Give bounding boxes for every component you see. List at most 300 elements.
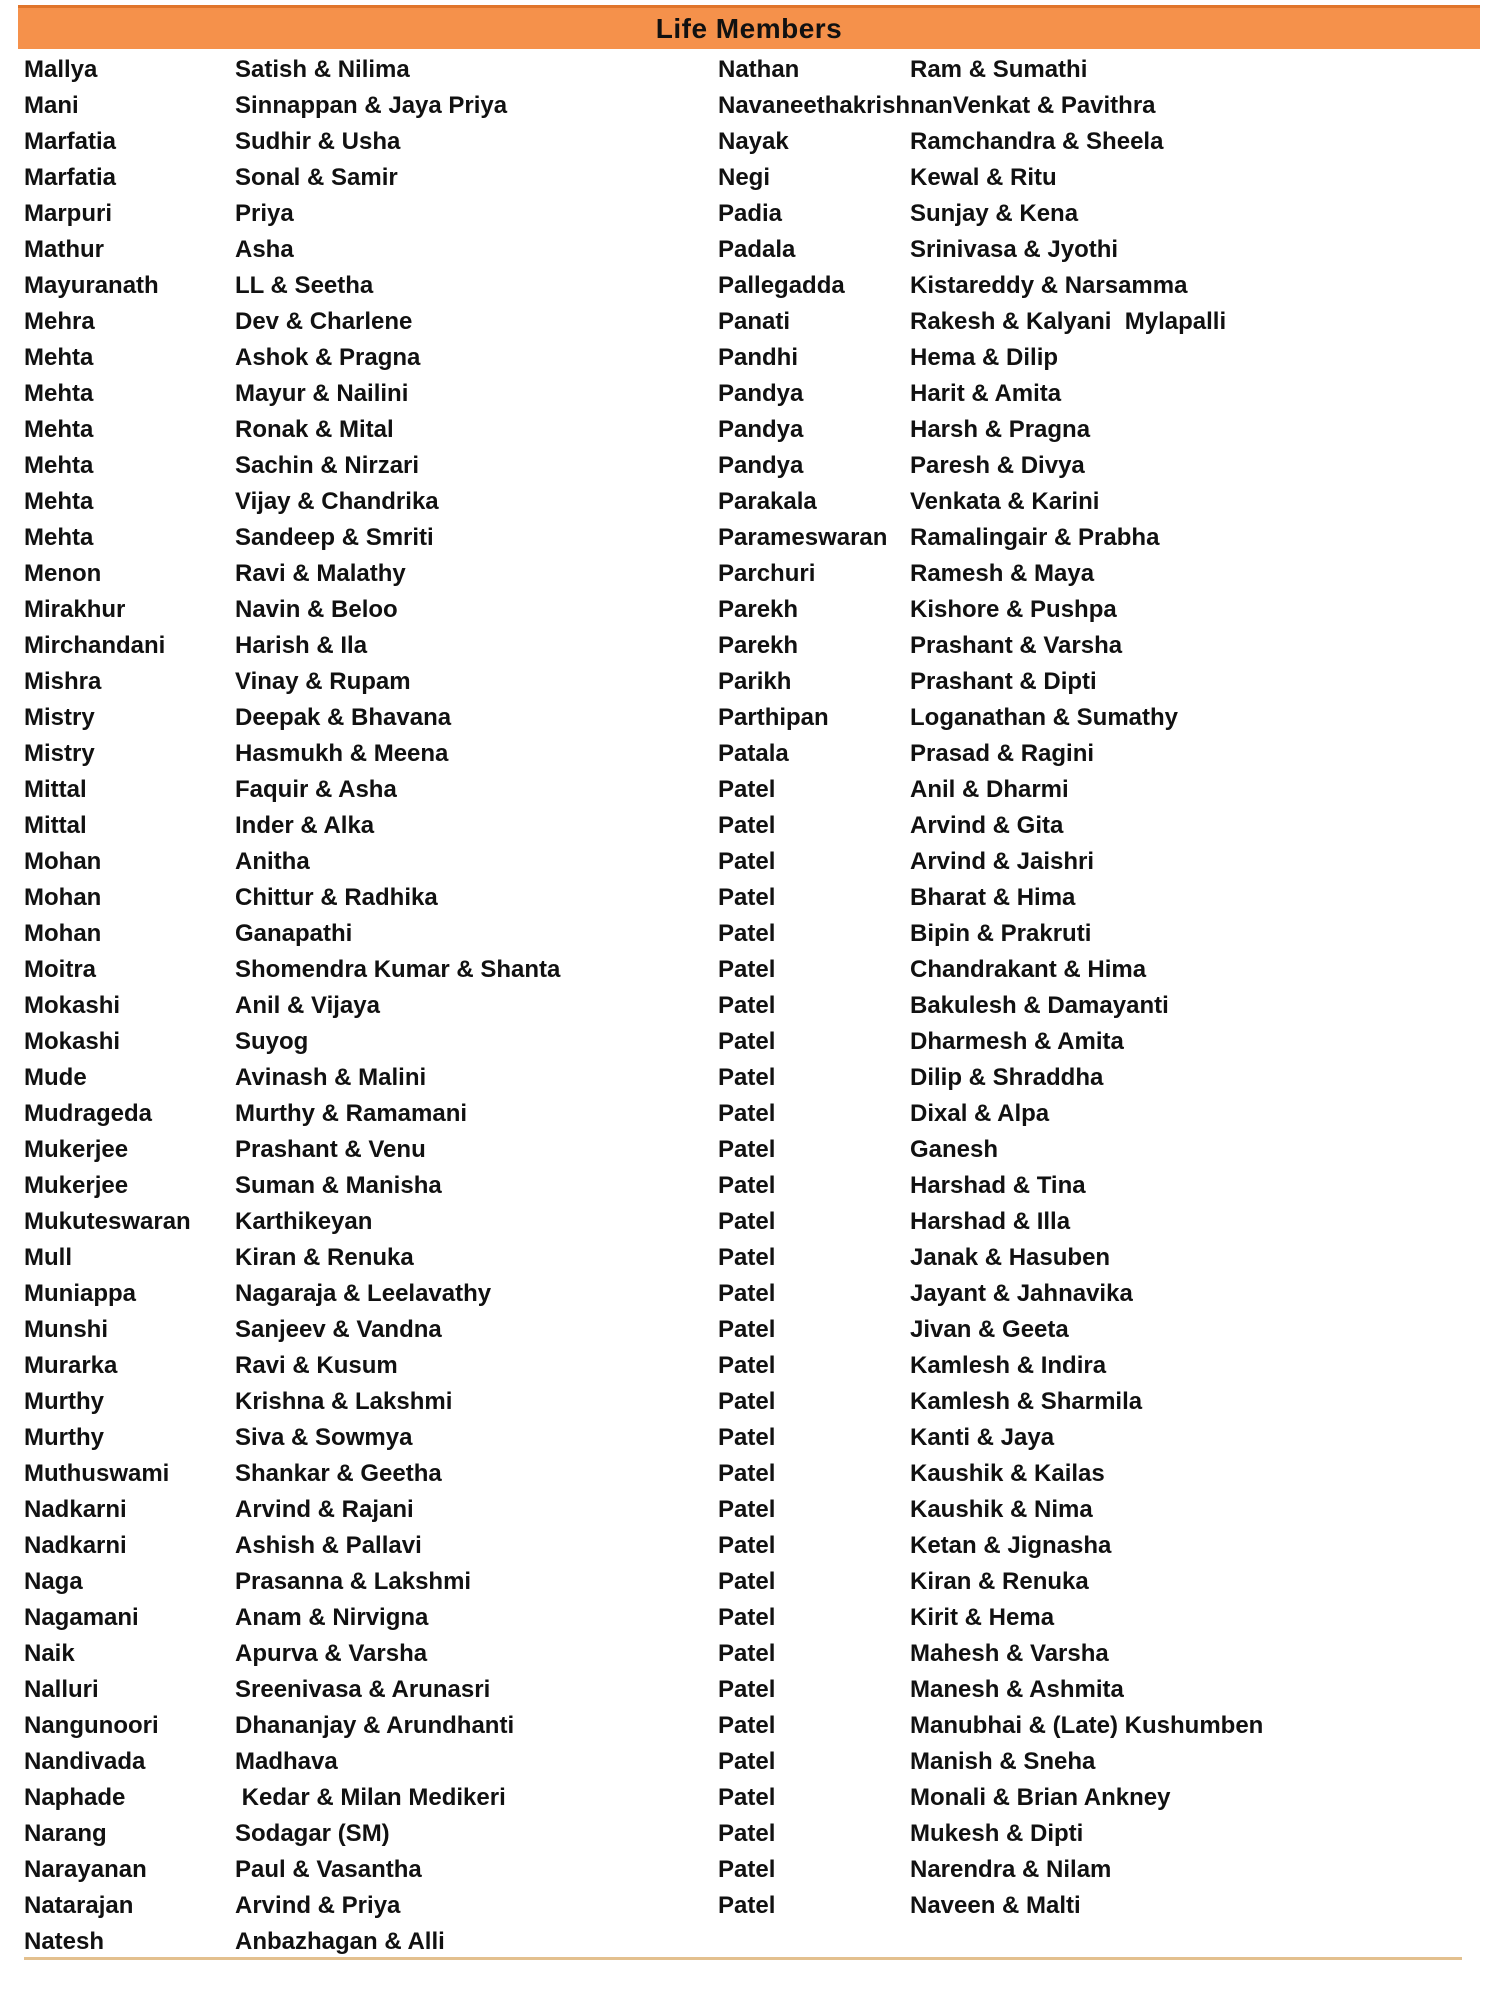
member-row: [718, 1312, 1473, 1348]
member-first-names: Sreenivasa & Arunasri: [235, 1676, 491, 1703]
member-surname: Patel: [718, 1064, 776, 1091]
member-surname: Moitra: [24, 956, 96, 983]
member-row: [24, 412, 694, 448]
member-first-names: Chandrakant & Hima: [910, 956, 1147, 983]
member-row: [24, 160, 694, 196]
member-row: [718, 772, 1473, 808]
member-surname: Mohan: [24, 884, 102, 911]
member-first-names: Venkat & Pavithra: [952, 92, 1156, 119]
member-row: [718, 52, 1473, 88]
member-surname: Patel: [718, 956, 776, 983]
member-row: [718, 952, 1473, 988]
member-surname: Naphade: [24, 1784, 126, 1811]
member-first-names: Ashok & Pragna: [235, 344, 421, 371]
member-surname: Munshi: [24, 1316, 108, 1343]
member-surname: Patel: [718, 1280, 776, 1307]
member-first-names: Ronak & Mital: [235, 416, 394, 443]
member-row: [718, 304, 1473, 340]
member-surname: Mirakhur: [24, 596, 126, 623]
member-row: [718, 1060, 1473, 1096]
member-first-names: Paul & Vasantha: [235, 1856, 422, 1883]
member-first-names: Kaushik & Kailas: [910, 1460, 1105, 1487]
member-surname: Patel: [718, 1820, 776, 1847]
member-surname: Nangunoori: [24, 1712, 159, 1739]
member-first-names: Manish & Sneha: [910, 1748, 1096, 1775]
member-first-names: Kamlesh & Sharmila: [910, 1388, 1143, 1415]
member-surname: Patel: [718, 812, 776, 839]
member-first-names: Kishore & Pushpa: [910, 596, 1117, 623]
member-surname: Murthy: [24, 1424, 104, 1451]
member-row: [718, 1384, 1473, 1420]
member-row: [24, 1564, 694, 1600]
member-surname: Mirchandani: [24, 632, 166, 659]
member-first-names: Faquir & Asha: [235, 776, 397, 803]
member-row: [24, 1060, 694, 1096]
member-first-names: Siva & Sowmya: [235, 1424, 413, 1451]
member-first-names: Arvind & Rajani: [235, 1496, 414, 1523]
member-surname: Mokashi: [24, 1028, 121, 1055]
member-first-names: Satish & Nilima: [235, 56, 410, 83]
member-first-names: Inder & Alka: [235, 812, 375, 839]
member-first-names: Asha: [235, 236, 294, 263]
member-surname: Patel: [718, 1388, 776, 1415]
member-first-names: Sinnappan & Jaya Priya: [235, 92, 508, 119]
member-row: [24, 844, 694, 880]
member-row: [24, 1456, 694, 1492]
member-surname: Patel: [718, 1568, 776, 1595]
member-row: [24, 556, 694, 592]
member-surname: Patel: [718, 1856, 776, 1883]
member-first-names: Arvind & Jaishri: [910, 848, 1095, 875]
member-first-names: Sachin & Nirzari: [235, 452, 420, 479]
member-row: [718, 1456, 1473, 1492]
member-first-names: Sonal & Samir: [235, 164, 398, 191]
member-row: [718, 1420, 1473, 1456]
member-surname: Navaneethakrishnan: [718, 92, 953, 119]
member-surname: Pallegadda: [718, 272, 845, 299]
member-first-names: Sudhir & Usha: [235, 128, 401, 155]
member-row: [718, 1528, 1473, 1564]
member-surname: Negi: [718, 164, 771, 191]
member-first-names: Narendra & Nilam: [910, 1856, 1112, 1883]
member-first-names: Ravi & Malathy: [235, 560, 406, 587]
member-surname: Mohan: [24, 848, 102, 875]
member-row: [718, 988, 1473, 1024]
member-row: [24, 772, 694, 808]
member-surname: Mohan: [24, 920, 102, 947]
member-row: [24, 1528, 694, 1564]
member-surname: Mishra: [24, 668, 102, 695]
member-row: [718, 1600, 1473, 1636]
member-surname: Naik: [24, 1640, 75, 1667]
member-surname: Patel: [718, 1496, 776, 1523]
member-column-left: [24, 52, 694, 1960]
member-first-names: Arvind & Priya: [235, 1892, 401, 1919]
member-surname: Mukerjee: [24, 1136, 129, 1163]
member-surname: Murthy: [24, 1388, 104, 1415]
member-first-names: Kaushik & Nima: [910, 1496, 1093, 1523]
bottom-rule: [24, 1957, 1462, 1960]
member-first-names: Prasanna & Lakshmi: [235, 1568, 472, 1595]
member-row: [24, 1168, 694, 1204]
member-surname: Mittal: [24, 812, 87, 839]
member-first-names: Bipin & Prakruti: [910, 920, 1092, 947]
member-surname: Nalluri: [24, 1676, 99, 1703]
member-first-names: Bakulesh & Damayanti: [910, 992, 1169, 1019]
member-row: [24, 1240, 694, 1276]
member-first-names: Suyog: [235, 1028, 309, 1055]
member-first-names: Sodagar (SM): [235, 1820, 390, 1847]
member-surname: Mistry: [24, 704, 95, 731]
member-row: [718, 268, 1473, 304]
member-row: [718, 1132, 1473, 1168]
member-row: [24, 52, 694, 88]
member-row: [718, 1024, 1473, 1060]
member-surname: Pandya: [718, 380, 804, 407]
member-first-names: Krishna & Lakshmi: [235, 1388, 453, 1415]
member-row: [24, 880, 694, 916]
member-first-names: Madhava: [235, 1748, 338, 1775]
member-surname: Mehta: [24, 452, 94, 479]
member-first-names: Dev & Charlene: [235, 308, 413, 335]
member-surname: Natesh: [24, 1928, 105, 1955]
member-surname: Mukerjee: [24, 1172, 129, 1199]
member-surname: Narang: [24, 1820, 107, 1847]
member-first-names: Venkata & Karini: [910, 488, 1100, 515]
member-surname: Nagamani: [24, 1604, 139, 1631]
header-bar: [18, 5, 1480, 49]
member-surname: Marpuri: [24, 200, 113, 227]
member-surname: Pandya: [718, 416, 804, 443]
member-first-names: Manesh & Ashmita: [910, 1676, 1124, 1703]
member-surname: Parameswaran: [718, 524, 888, 551]
member-row: [24, 664, 694, 700]
member-first-names: Naveen & Malti: [910, 1892, 1081, 1919]
member-row: [718, 628, 1473, 664]
member-column-right: [718, 52, 1473, 1924]
member-first-names: Ravi & Kusum: [235, 1352, 398, 1379]
member-first-names: Anam & Nirvigna: [235, 1604, 429, 1631]
member-row: [718, 412, 1473, 448]
member-first-names: Dilip & Shraddha: [910, 1064, 1104, 1091]
member-surname: Parchuri: [718, 560, 816, 587]
member-row: [718, 844, 1473, 880]
member-row: [718, 1852, 1473, 1888]
member-first-names: Prashant & Dipti: [910, 668, 1097, 695]
member-row: [718, 592, 1473, 628]
member-row: [24, 124, 694, 160]
member-first-names: Arvind & Gita: [910, 812, 1064, 839]
member-row: [718, 484, 1473, 520]
member-row: [24, 952, 694, 988]
member-first-names: Shomendra Kumar & Shanta: [235, 956, 561, 983]
member-surname: Patel: [718, 1532, 776, 1559]
member-surname: Nandivada: [24, 1748, 146, 1775]
member-first-names: Hema & Dilip: [910, 344, 1059, 371]
member-row: [24, 1312, 694, 1348]
member-surname: Patala: [718, 740, 789, 767]
member-row: [24, 1384, 694, 1420]
member-row: [718, 556, 1473, 592]
member-first-names: Sandeep & Smriti: [235, 524, 434, 551]
member-row: [24, 988, 694, 1024]
member-row: [24, 340, 694, 376]
member-row: [718, 700, 1473, 736]
member-surname: Mallya: [24, 56, 98, 83]
member-first-names: Anil & Vijaya: [235, 992, 380, 1019]
member-surname: Patel: [718, 920, 776, 947]
member-row: [24, 268, 694, 304]
member-first-names: Anbazhagan & Alli: [235, 1928, 445, 1955]
member-first-names: Dharmesh & Amita: [910, 1028, 1124, 1055]
member-row: [718, 376, 1473, 412]
member-row: [718, 808, 1473, 844]
member-surname: Patel: [718, 848, 776, 875]
member-surname: Mudrageda: [24, 1100, 153, 1127]
member-row: [718, 340, 1473, 376]
member-surname: Naga: [24, 1568, 83, 1595]
member-surname: Patel: [718, 776, 776, 803]
member-first-names: Anitha: [235, 848, 310, 875]
member-surname: Patel: [718, 1892, 776, 1919]
member-row: [718, 448, 1473, 484]
member-first-names: Prashant & Venu: [235, 1136, 426, 1163]
member-first-names: Kiran & Renuka: [235, 1244, 414, 1271]
member-surname: Mistry: [24, 740, 95, 767]
member-row: [24, 1852, 694, 1888]
member-surname: Parikh: [718, 668, 792, 695]
member-surname: Marfatia: [24, 128, 117, 155]
member-row: [24, 700, 694, 736]
member-surname: Patel: [718, 884, 776, 911]
member-surname: Mehra: [24, 308, 95, 335]
member-surname: Patel: [718, 1208, 776, 1235]
member-first-names: Nagaraja & Leelavathy: [235, 1280, 492, 1307]
member-first-names: Manubhai & (Late) Kushumben: [910, 1712, 1264, 1739]
member-row: [24, 196, 694, 232]
member-row: [718, 160, 1473, 196]
member-surname: Mull: [24, 1244, 72, 1271]
member-first-names: Mahesh & Varsha: [910, 1640, 1109, 1667]
member-row: [24, 1636, 694, 1672]
member-row: [24, 1132, 694, 1168]
member-first-names: Suman & Manisha: [235, 1172, 442, 1199]
member-first-names: Prashant & Varsha: [910, 632, 1123, 659]
member-first-names: Monali & Brian Ankney: [910, 1784, 1171, 1811]
member-row: [24, 1492, 694, 1528]
member-row: [24, 1600, 694, 1636]
member-surname: Patel: [718, 1604, 776, 1631]
member-surname: Nadkarni: [24, 1496, 127, 1523]
member-row: [718, 1708, 1473, 1744]
member-row: [24, 1780, 694, 1816]
member-surname: Nayak: [718, 128, 789, 155]
member-row: [718, 1672, 1473, 1708]
member-surname: Patel: [718, 1244, 776, 1271]
member-first-names: Sanjeev & Vandna: [235, 1316, 442, 1343]
member-first-names: Rakesh & Kalyani Mylapalli: [910, 308, 1227, 335]
member-row: [718, 1816, 1473, 1852]
member-surname: Pandya: [718, 452, 804, 479]
member-first-names: Priya: [235, 200, 294, 227]
member-row: [718, 88, 1473, 124]
member-surname: Mathur: [24, 236, 104, 263]
member-row: [718, 1744, 1473, 1780]
member-surname: Mayuranath: [24, 272, 159, 299]
member-row: [718, 916, 1473, 952]
member-first-names: Kirit & Hema: [910, 1604, 1055, 1631]
member-row: [24, 1708, 694, 1744]
member-row: [718, 232, 1473, 268]
member-row: [718, 880, 1473, 916]
member-row: [24, 1672, 694, 1708]
member-first-names: Ganapathi: [235, 920, 353, 947]
member-first-names: Anil & Dharmi: [910, 776, 1069, 803]
member-surname: Patel: [718, 1748, 776, 1775]
member-first-names: Harshad & Tina: [910, 1172, 1086, 1199]
member-row: [718, 1096, 1473, 1132]
member-surname: Patel: [718, 1100, 776, 1127]
member-surname: Nadkarni: [24, 1532, 127, 1559]
member-row: [24, 1924, 694, 1960]
member-row: [718, 1276, 1473, 1312]
member-surname: Mehta: [24, 488, 94, 515]
member-first-names: Harish & Ila: [235, 632, 368, 659]
member-row: [718, 736, 1473, 772]
member-first-names: Kewal & Ritu: [910, 164, 1057, 191]
member-first-names: Dixal & Alpa: [910, 1100, 1050, 1127]
member-surname: Marfatia: [24, 164, 117, 191]
member-surname: Mukuteswaran: [24, 1208, 191, 1235]
member-first-names: Ketan & Jignasha: [910, 1532, 1112, 1559]
member-first-names: Shankar & Geetha: [235, 1460, 442, 1487]
member-row: [24, 448, 694, 484]
member-first-names: Mukesh & Dipti: [910, 1820, 1084, 1847]
member-row: [24, 1096, 694, 1132]
member-surname: Nathan: [718, 56, 800, 83]
member-row: [24, 376, 694, 412]
member-first-names: Hasmukh & Meena: [235, 740, 449, 767]
member-surname: Patel: [718, 1676, 776, 1703]
member-surname: Patel: [718, 1640, 776, 1667]
member-surname: Patel: [718, 1424, 776, 1451]
member-surname: Patel: [718, 1784, 776, 1811]
member-surname: Mehta: [24, 524, 94, 551]
member-row: [24, 916, 694, 952]
member-surname: Parekh: [718, 596, 799, 623]
member-row: [718, 520, 1473, 556]
member-row: [24, 628, 694, 664]
member-first-names: Bharat & Hima: [910, 884, 1076, 911]
member-first-names: Ashish & Pallavi: [235, 1532, 422, 1559]
member-row: [24, 808, 694, 844]
member-surname: Muthuswami: [24, 1460, 170, 1487]
member-first-names: Avinash & Malini: [235, 1064, 427, 1091]
member-surname: Patel: [718, 1460, 776, 1487]
member-surname: Padia: [718, 200, 783, 227]
member-surname: Panati: [718, 308, 791, 335]
member-first-names: Chittur & Radhika: [235, 884, 438, 911]
member-first-names: Kanti & Jaya: [910, 1424, 1055, 1451]
member-row: [718, 1492, 1473, 1528]
member-row: [24, 232, 694, 268]
member-surname: Mokashi: [24, 992, 121, 1019]
member-first-names: Deepak & Bhavana: [235, 704, 452, 731]
member-row: [718, 1780, 1473, 1816]
member-first-names: Prasad & Ragini: [910, 740, 1095, 767]
member-surname: Menon: [24, 560, 102, 587]
member-row: [718, 196, 1473, 232]
member-first-names: Apurva & Varsha: [235, 1640, 428, 1667]
member-surname: Natarajan: [24, 1892, 134, 1919]
member-first-names: Karthikeyan: [235, 1208, 373, 1235]
member-row: [24, 1816, 694, 1852]
member-row: [24, 1348, 694, 1384]
member-row: [24, 88, 694, 124]
member-first-names: Jivan & Geeta: [910, 1316, 1069, 1343]
member-surname: Parakala: [718, 488, 817, 515]
member-surname: Mehta: [24, 416, 94, 443]
member-row: [718, 664, 1473, 700]
member-row: [24, 1276, 694, 1312]
member-surname: Mude: [24, 1064, 87, 1091]
member-first-names: Sunjay & Kena: [910, 200, 1079, 227]
member-surname: Mehta: [24, 344, 94, 371]
member-row: [24, 736, 694, 772]
member-row: [718, 1168, 1473, 1204]
member-row: [24, 304, 694, 340]
member-surname: Patel: [718, 1316, 776, 1343]
member-surname: Mani: [24, 92, 79, 119]
member-row: [24, 484, 694, 520]
member-row: [718, 1564, 1473, 1600]
member-first-names: Ramchandra & Sheela: [910, 128, 1164, 155]
member-row: [718, 1888, 1473, 1924]
member-first-names: Vinay & Rupam: [235, 668, 411, 695]
member-surname: Mehta: [24, 380, 94, 407]
member-surname: Mittal: [24, 776, 87, 803]
member-surname: Patel: [718, 1028, 776, 1055]
member-first-names: Harit & Amita: [910, 380, 1062, 407]
member-first-names: Ram & Sumathi: [910, 56, 1088, 83]
member-surname: Patel: [718, 1712, 776, 1739]
member-first-names: Mayur & Nailini: [235, 380, 409, 407]
member-row: [24, 592, 694, 628]
member-row: [718, 1636, 1473, 1672]
member-first-names: Kistareddy & Narsamma: [910, 272, 1188, 299]
member-surname: Padala: [718, 236, 796, 263]
member-first-names: Paresh & Divya: [910, 452, 1085, 479]
member-surname: Parthipan: [718, 704, 829, 731]
member-surname: Murarka: [24, 1352, 118, 1379]
member-first-names: Ramalingair & Prabha: [910, 524, 1160, 551]
member-first-names: Jayant & Jahnavika: [910, 1280, 1133, 1307]
member-surname: Patel: [718, 1172, 776, 1199]
member-first-names: Harshad & Illa: [910, 1208, 1071, 1235]
member-surname: Parekh: [718, 632, 799, 659]
member-row: [24, 1420, 694, 1456]
member-first-names: Navin & Beloo: [235, 596, 398, 623]
member-first-names: Murthy & Ramamani: [235, 1100, 468, 1127]
member-first-names: Kiran & Renuka: [910, 1568, 1089, 1595]
page-title: Life Members: [655, 12, 843, 44]
member-first-names: Dhananjay & Arundhanti: [235, 1712, 515, 1739]
member-first-names: Janak & Hasuben: [910, 1244, 1111, 1271]
member-first-names: Vijay & Chandrika: [235, 488, 439, 515]
member-row: [718, 1240, 1473, 1276]
member-surname: Narayanan: [24, 1856, 147, 1883]
member-first-names: Ramesh & Maya: [910, 560, 1095, 587]
